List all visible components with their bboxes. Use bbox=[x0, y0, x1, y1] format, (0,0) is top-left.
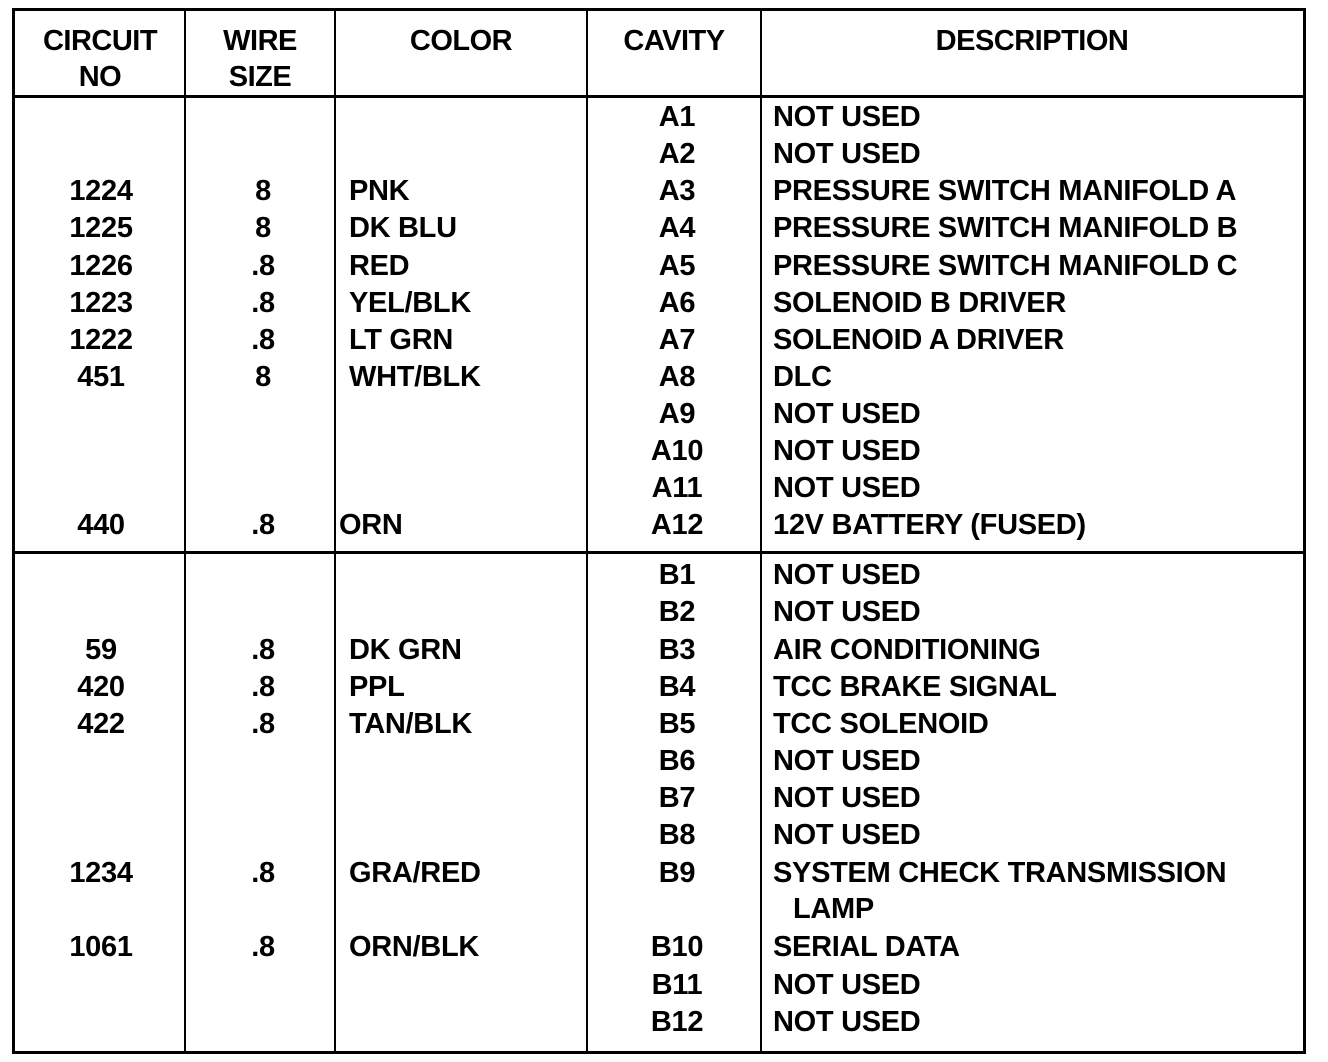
wire-color-cell: ORN bbox=[339, 509, 403, 541]
circuit-number-cell: 1226 bbox=[69, 250, 133, 282]
cavity-cell: A8 bbox=[658, 361, 696, 393]
cavity-cell: B9 bbox=[658, 857, 696, 889]
description-cell: SYSTEM CHECK TRANSMISSION bbox=[773, 857, 1227, 889]
description-cell: NOT USED bbox=[773, 596, 921, 628]
wire-size-cell: .8 bbox=[251, 250, 275, 282]
cavity-cell: B2 bbox=[658, 596, 696, 628]
cavity-cell: A7 bbox=[658, 324, 696, 356]
wire-size-cell: .8 bbox=[251, 708, 275, 740]
wire-size-cell: .8 bbox=[251, 509, 275, 541]
description-cell: TCC BRAKE SIGNAL bbox=[773, 671, 1057, 703]
cavity-cell: A2 bbox=[658, 138, 696, 170]
cavity-cell: A4 bbox=[658, 212, 696, 244]
header-cavity-label: CAVITY bbox=[623, 25, 725, 57]
circuit-number-cell: 1222 bbox=[69, 324, 133, 356]
circuit-number-cell: 1225 bbox=[69, 212, 133, 244]
wire-color-cell: WHT/BLK bbox=[349, 361, 481, 393]
section-divider bbox=[15, 551, 1303, 554]
wire-color-cell: PNK bbox=[349, 175, 410, 207]
description-cell: PRESSURE SWITCH MANIFOLD B bbox=[773, 212, 1238, 244]
cavity-cell: B3 bbox=[658, 634, 696, 666]
header-description-label: DESCRIPTION bbox=[935, 25, 1129, 57]
circuit-number-cell: 440 bbox=[77, 509, 125, 541]
description-cell: NOT USED bbox=[773, 398, 921, 430]
description-cell: NOT USED bbox=[773, 782, 921, 814]
description-cell: NOT USED bbox=[773, 969, 921, 1001]
description-cell: SOLENOID B DRIVER bbox=[773, 287, 1066, 319]
wire-color-cell: DK BLU bbox=[349, 212, 457, 244]
description-cell: 12V BATTERY (FUSED) bbox=[773, 509, 1086, 541]
description-cell: NOT USED bbox=[773, 819, 921, 851]
header-wire-line1: WIRE bbox=[223, 25, 297, 57]
wire-color-cell: YEL/BLK bbox=[349, 287, 471, 319]
description-cell: NOT USED bbox=[773, 138, 921, 170]
cavity-cell: B1 bbox=[658, 559, 696, 591]
wire-size-cell: 8 bbox=[255, 361, 271, 393]
header-circuit-no bbox=[15, 11, 185, 97]
header-wire-size bbox=[185, 11, 335, 97]
description-cell: NOT USED bbox=[773, 559, 921, 591]
description-cell: SOLENOID A DRIVER bbox=[773, 324, 1064, 356]
wire-color-cell: PPL bbox=[349, 671, 405, 703]
wire-color-cell: RED bbox=[349, 250, 410, 282]
header-color-label: COLOR bbox=[409, 25, 513, 57]
cavity-cell: B8 bbox=[658, 819, 696, 851]
wire-color-cell: ORN/BLK bbox=[349, 931, 480, 963]
cavity-cell: A1 bbox=[658, 101, 696, 133]
cavity-cell: B4 bbox=[658, 671, 696, 703]
wire-size-cell: 8 bbox=[255, 175, 271, 207]
header-circuit-line1: CIRCUIT bbox=[42, 25, 158, 57]
description-cell: NOT USED bbox=[773, 472, 921, 504]
cavity-cell: B6 bbox=[658, 745, 696, 777]
column-divider bbox=[586, 11, 588, 1051]
wire-size-cell: .8 bbox=[251, 324, 275, 356]
cavity-cell: A5 bbox=[658, 250, 696, 282]
description-continuation-cell: LAMP bbox=[793, 893, 874, 925]
description-cell: NOT USED bbox=[773, 435, 921, 467]
description-cell: SERIAL DATA bbox=[773, 931, 960, 963]
cavity-cell: B12 bbox=[650, 1006, 704, 1038]
circuit-number-cell: 451 bbox=[77, 361, 125, 393]
cavity-cell: A3 bbox=[658, 175, 696, 207]
wire-color-cell: LT GRN bbox=[349, 324, 453, 356]
wire-size-cell: .8 bbox=[251, 857, 275, 889]
header-description bbox=[761, 11, 1303, 97]
cavity-cell: B5 bbox=[658, 708, 696, 740]
cavity-cell: A9 bbox=[658, 398, 696, 430]
circuit-number-cell: 420 bbox=[77, 671, 125, 703]
description-cell: NOT USED bbox=[773, 101, 921, 133]
circuit-number-cell: 1234 bbox=[69, 857, 133, 889]
wire-color-cell: TAN/BLK bbox=[349, 708, 473, 740]
description-cell: NOT USED bbox=[773, 745, 921, 777]
description-cell: NOT USED bbox=[773, 1006, 921, 1038]
description-cell: PRESSURE SWITCH MANIFOLD A bbox=[773, 175, 1237, 207]
circuit-number-cell: 1223 bbox=[69, 287, 133, 319]
wire-size-cell: .8 bbox=[251, 671, 275, 703]
connector-pinout-table bbox=[12, 8, 1306, 1054]
wire-size-cell: 8 bbox=[255, 212, 271, 244]
cavity-cell: B7 bbox=[658, 782, 696, 814]
cavity-cell: B11 bbox=[651, 969, 703, 1001]
description-cell: DLC bbox=[773, 361, 832, 393]
wire-color-cell: DK GRN bbox=[349, 634, 462, 666]
cavity-cell: B10 bbox=[650, 931, 704, 963]
header-wire-line2: SIZE bbox=[228, 61, 292, 93]
description-cell: PRESSURE SWITCH MANIFOLD C bbox=[773, 250, 1238, 282]
circuit-number-cell: 422 bbox=[77, 708, 125, 740]
cavity-cell: A11 bbox=[651, 472, 703, 504]
circuit-number-cell: 1061 bbox=[69, 931, 133, 963]
header-color bbox=[335, 11, 587, 97]
wire-size-cell: .8 bbox=[251, 931, 275, 963]
header-circuit-line2: NO bbox=[78, 61, 122, 93]
header-cavity bbox=[587, 11, 761, 97]
description-cell: TCC SOLENOID bbox=[773, 708, 989, 740]
description-cell: AIR CONDITIONING bbox=[773, 634, 1041, 666]
cavity-cell: A10 bbox=[650, 435, 704, 467]
wire-size-cell: .8 bbox=[251, 287, 275, 319]
cavity-cell: A12 bbox=[650, 509, 704, 541]
wire-color-cell: GRA/RED bbox=[349, 857, 481, 889]
cavity-cell: A6 bbox=[658, 287, 696, 319]
wire-size-cell: .8 bbox=[251, 634, 275, 666]
circuit-number-cell: 59 bbox=[85, 634, 117, 666]
circuit-number-cell: 1224 bbox=[69, 175, 133, 207]
